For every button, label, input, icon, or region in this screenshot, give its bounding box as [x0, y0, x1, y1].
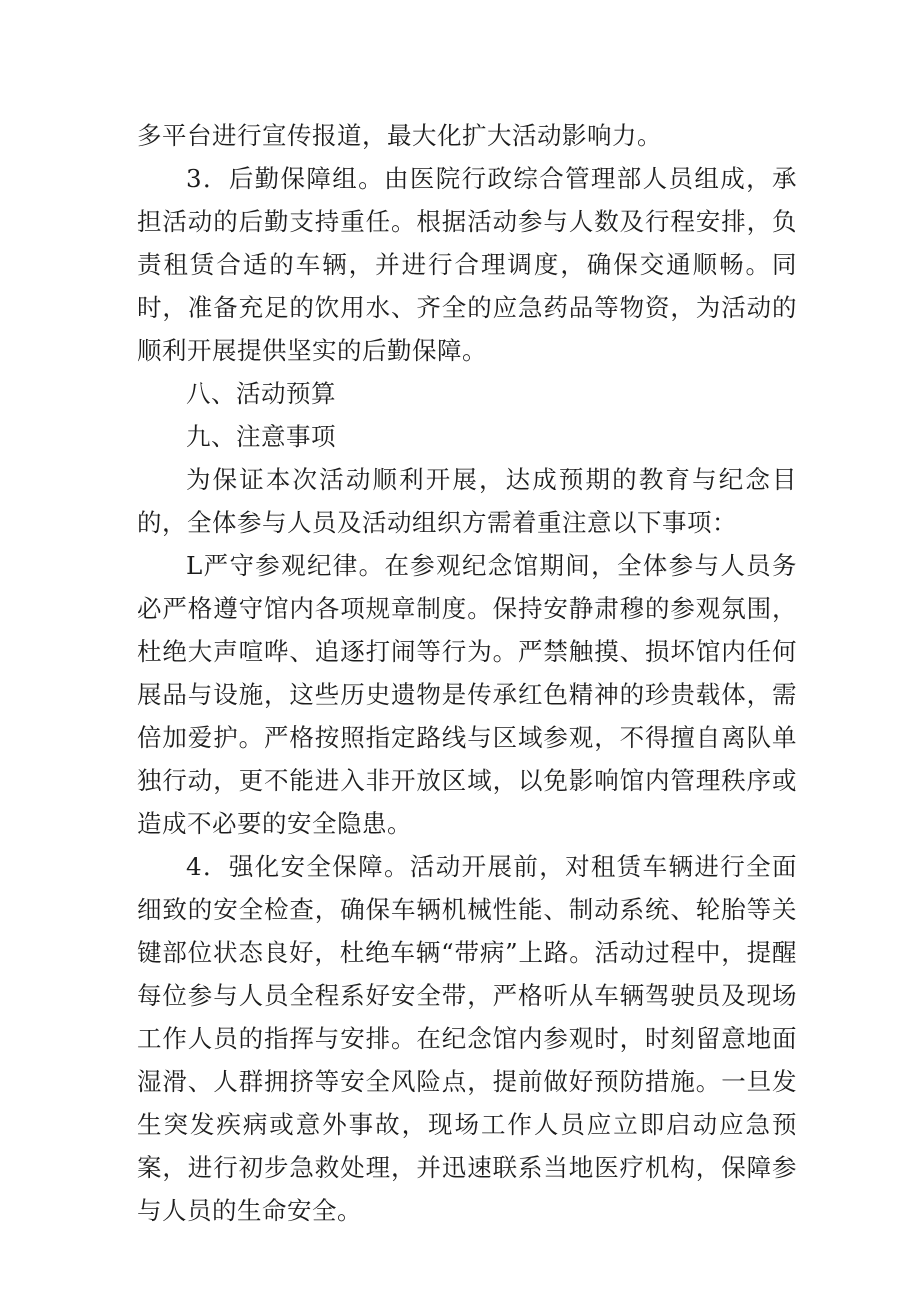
section-heading-notes: 九、注意事项 — [186, 422, 336, 451]
paragraph-visit-discipline: L严守参观纪律。在参观纪念馆期间，全体参与人员务必严格遵守馆内各项规章制度。保持安静肃穆的参观氛围，杜绝大声喧哗、追逐打闹等行为。严禁触摸、损坏馆内任何展品与设施，这些历史遗物是传承红色精神的珍贵载体，需倍加爱护。严格按照指定路线与区域参观，不得擅自离队单独行动，更不能进入非开放区域，以免影响馆内管理秩序或造成不必要的安全隐患。 — [137, 551, 797, 838]
paragraph-safety-assurance: 4．强化安全保障。活动开展前，对租赁车辆进行全面细致的安全检查，确保车辆机械性能、制动系统、轮胎等关键部位状态良好，杜绝车辆“带病”上路。活动过程中，提醒每位参与人员全程系好安全带，严格听从车辆驾驶员及现场工作人员的指挥与安排。在纪念馆内参观时，时刻留意地面湿滑、人群拥挤等安全风险点，提前做好预防措施。一旦发生突发疾病或意外事故，现场工作人员应立即启动应急预案，进行初步急救处理，并迅速联系当地医疗机构，保障参与人员的生命安全。 — [137, 852, 797, 1225]
section-heading-budget: 八、活动预算 — [186, 379, 336, 408]
paragraph-logistics-group: 3．后勤保障组。由医院行政综合管理部人员组成，承担活动的后勤支持重任。根据活动参与人数及行程安排，负责租赁合适的车辆，并进行合理调度，确保交通顺畅。同时，准备充足的饮用水、齐全的应急药品等物资，为活动的顺利开展提供坚实的后勤保障。 — [137, 164, 797, 365]
paragraph-notes-intro: 为保证本次活动顺利开展，达成预期的教育与纪念目的，全体参与人员及活动组织方需着重注意以下事项： — [137, 465, 797, 537]
paragraph-continuation: 多平台进行宣传报道，最大化扩大活动影响力。 — [137, 121, 662, 150]
document-body — [137, 114, 797, 1232]
